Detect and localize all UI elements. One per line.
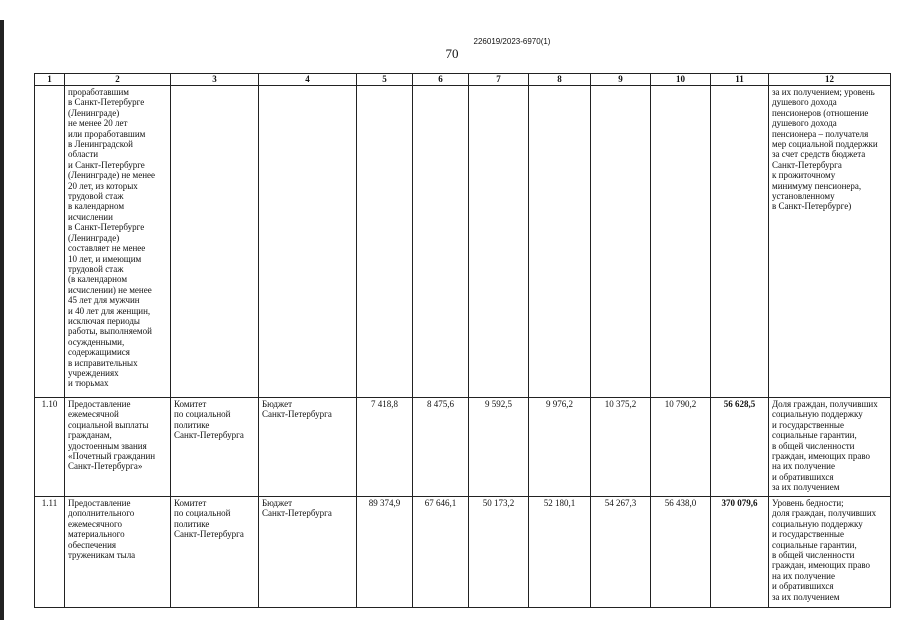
funding-source: Бюджет Санкт-Петербурга <box>259 497 357 608</box>
page-number: 70 <box>445 46 459 61</box>
amount-cell: 9 976,2 <box>529 398 591 497</box>
column-header: 12 <box>769 74 891 86</box>
indicator-description: за их получением; уровень душевого дохода пенсионеров (отношение душевого дохода пенсионера – получателя мер социальной поддержки за счет средств бюджета Санкт-Петербурга к прожиточному минимуму пенсионера, установленному в Санкт-Петербурге) <box>769 86 891 398</box>
column-header: 2 <box>65 74 171 86</box>
amount-cell: 56 438,0 <box>651 497 711 608</box>
row-index <box>35 86 65 398</box>
amount-cell <box>469 86 529 398</box>
responsible-executor: Комитет по социальной политике Санкт-Петербурга <box>171 497 259 608</box>
table-row <box>35 497 891 608</box>
column-header: 4 <box>259 74 357 86</box>
indicator-description: Доля граждан, получивших социальную поддержку и государственные социальные гарантии, в общей численности граждан, имеющих право на их получение и обратившихся за их получением <box>769 398 891 497</box>
column-header: 8 <box>529 74 591 86</box>
indicator-description: Уровень бедности; доля граждан, получивших социальную поддержку и государственные социальные гарантии, в общей численности граждан, имеющих право на их получение и обратившихся за их получением <box>769 497 891 608</box>
measure-description: Предоставление дополнительного ежемесячного материального обеспечения труженикам тыла <box>65 497 171 608</box>
amount-cell <box>529 86 591 398</box>
funding-source <box>259 86 357 398</box>
column-header: 11 <box>711 74 769 86</box>
table-header-row <box>35 74 891 86</box>
column-header: 3 <box>171 74 259 86</box>
column-header: 10 <box>651 74 711 86</box>
amount-cell: 8 475,6 <box>413 398 469 497</box>
table-row <box>35 86 891 398</box>
column-header: 5 <box>357 74 413 86</box>
funding-source: Бюджет Санкт-Петербурга <box>259 398 357 497</box>
program-table <box>34 73 891 608</box>
measure-description: проработавшим в Санкт-Петербурге (Ленинграде) не менее 20 лет или проработавшим в Ленинградской области и Санкт-Петербурге (Ленинграде) не менее 20 лет, из которых трудовой стаж в календарном исчислении в Санкт-Петербурге (Ленинграде) составляет не менее 10 лет, и имеющим трудовой стаж (в календарном исчислении) не менее 45 лет для мужчин и 40 лет для женщин, исключая периоды работы, выполняемой осужденными, содержащимися в исправительных учреждениях и тюрьмах <box>65 86 171 398</box>
total-amount-cell <box>711 86 769 398</box>
amount-cell: 9 592,5 <box>469 398 529 497</box>
column-header: 9 <box>591 74 651 86</box>
column-header: 1 <box>35 74 65 86</box>
amount-cell: 10 375,2 <box>591 398 651 497</box>
table-row <box>35 398 891 497</box>
amount-cell: 89 374,9 <box>357 497 413 608</box>
total-amount-cell: 370 079,6 <box>711 497 769 608</box>
amount-cell: 10 790,2 <box>651 398 711 497</box>
scan-edge <box>0 20 4 620</box>
responsible-executor <box>171 86 259 398</box>
responsible-executor: Комитет по социальной политике Санкт-Петербурга <box>171 398 259 497</box>
column-header: 6 <box>413 74 469 86</box>
amount-cell: 54 267,3 <box>591 497 651 608</box>
row-index: 1.11 <box>35 497 65 608</box>
document-number: 226019/2023-6970(1) <box>473 37 551 46</box>
amount-cell: 67 646,1 <box>413 497 469 608</box>
amount-cell: 7 418,8 <box>357 398 413 497</box>
amount-cell <box>413 86 469 398</box>
total-amount-cell: 56 628,5 <box>711 398 769 497</box>
amount-cell <box>651 86 711 398</box>
amount-cell: 52 180,1 <box>529 497 591 608</box>
row-index: 1.10 <box>35 398 65 497</box>
measure-description: Предоставление ежемесячной социальной выплаты гражданам, удостоенным звания «Почетный гражданин Санкт-Петербурга» <box>65 398 171 497</box>
column-header: 7 <box>469 74 529 86</box>
amount-cell: 50 173,2 <box>469 497 529 608</box>
amount-cell <box>357 86 413 398</box>
amount-cell <box>591 86 651 398</box>
